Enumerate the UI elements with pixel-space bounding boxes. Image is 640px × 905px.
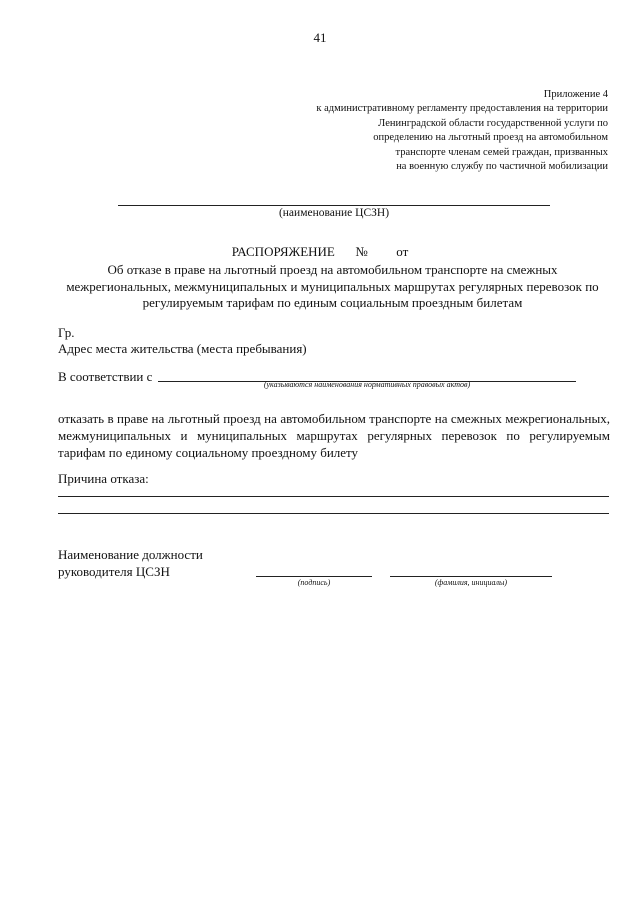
decision-text: отказать в праве на льготный проезд на автомобильном транспорте на смежных межрегиональных, межмуниципальных и муниципальных маршрутах регулярных перевозок по регулируемым тарифам по единому социальному проездному билету bbox=[58, 411, 610, 460]
position-title-line-2: руководителя ЦСЗН bbox=[58, 564, 170, 579]
citizen-label: Гр. bbox=[58, 325, 75, 340]
order-date-word: от bbox=[396, 244, 409, 259]
order-subject-line: регулируемым тарифам по единым социальным проездным билетам bbox=[142, 295, 523, 310]
appendix-line: Ленинградской области государственной услуги по bbox=[378, 117, 608, 129]
position-title-line-1: Наименование должности bbox=[58, 547, 203, 562]
authority-caption: (наименование ЦСЗН) bbox=[278, 207, 390, 219]
reason-line-2 bbox=[58, 513, 609, 514]
reason-label: Причина отказа: bbox=[58, 471, 149, 486]
page-number: 41 bbox=[313, 30, 327, 45]
basis-label: В соответствии с bbox=[58, 369, 153, 384]
name-line bbox=[390, 576, 552, 577]
authority-name-line bbox=[118, 205, 550, 206]
order-subject-line: межрегиональных, межмуниципальных и муниципальных маршрутах регулярных перевозок по bbox=[66, 278, 599, 294]
signature-caption: (подпись) bbox=[297, 578, 331, 587]
basis-caption: (указываются наименования нормативных правовых актов) bbox=[263, 380, 471, 389]
appendix-header bbox=[316, 88, 608, 174]
order-title: РАСПОРЯЖЕНИЕ bbox=[231, 244, 335, 259]
order-subject-line: Об отказе в праве на льготный проезд на автомобильном транспорте на смежных bbox=[107, 262, 558, 277]
appendix-line: транспорте членам семей граждан, призванных bbox=[395, 146, 608, 158]
appendix-line: определению на льготный проезд на автомобильном bbox=[373, 132, 608, 144]
appendix-line: на военную службу по частичной мобилизации bbox=[396, 161, 608, 173]
name-caption: (фамилия, инициалы) bbox=[434, 578, 508, 587]
appendix-line: к административному регламенту предоставления на территории bbox=[316, 103, 608, 115]
address-label: Адрес места жительства (места пребывания) bbox=[58, 341, 307, 356]
order-number-sign: № bbox=[355, 244, 368, 259]
reason-line-1 bbox=[58, 496, 609, 497]
order-heading bbox=[0, 244, 640, 260]
appendix-line: Приложение 4 bbox=[543, 89, 608, 100]
signature-line bbox=[256, 576, 372, 577]
order-subject bbox=[55, 262, 610, 312]
